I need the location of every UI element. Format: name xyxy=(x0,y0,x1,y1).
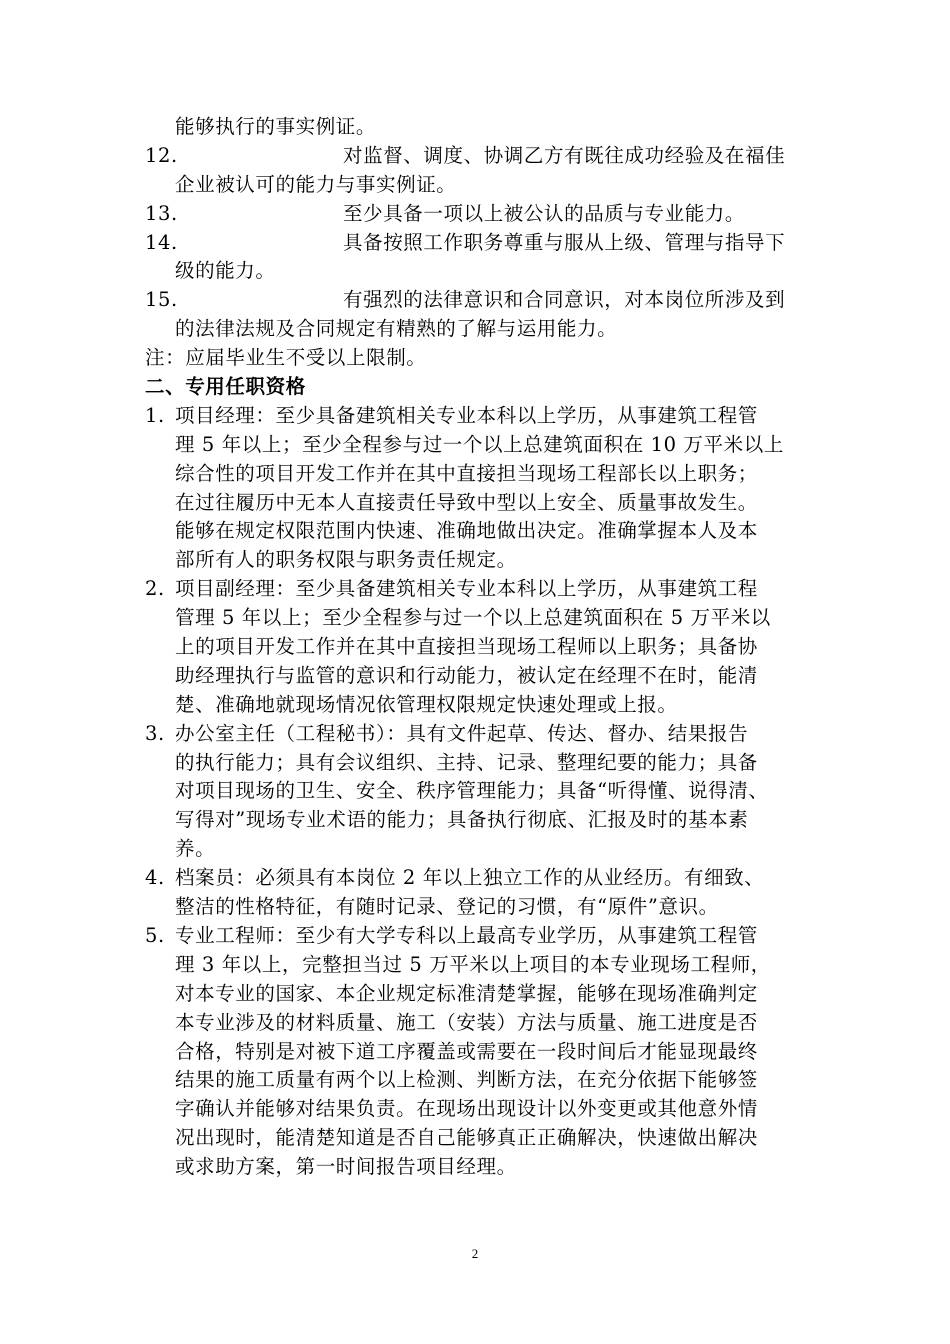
list-continuation xyxy=(145,980,845,1009)
list-continuation xyxy=(145,835,845,864)
list-continuation xyxy=(145,1153,845,1182)
list-continuation xyxy=(145,517,845,546)
continued-text: 能够执行的事实例证。 xyxy=(175,115,377,138)
list-text: 的执行能力；具有会议组织、主持、记录、整理纪要的能力；具备 xyxy=(175,750,758,774)
item-number: 12. xyxy=(145,143,178,167)
list-text: 字确认并能够对结果负责。在现场出现设计以外变更或其他意外情 xyxy=(175,1097,758,1121)
list-text: 本专业涉及的材料质量、施工（安装）方法与质量、施工进度是否 xyxy=(175,1010,758,1034)
note-line xyxy=(145,344,845,373)
list-continuation xyxy=(145,806,845,835)
list-text: 档案员：必须具有本岗位 2 年以上独立工作的从业经历。有细致、 xyxy=(175,866,765,890)
note-text: 注：应届毕业生不受以上限制。 xyxy=(145,346,427,370)
list-continuation xyxy=(145,893,845,922)
list-text: 在过往履历中无本人直接责任导致中型以上安全、质量事故发生。 xyxy=(175,490,758,514)
list-text: 楚、准确地就现场情况依管理权限规定快速处理或上报。 xyxy=(175,692,678,716)
list-text: 管理 5 年以上；至少全程参与过一个以上总建筑面积在 5 万平米以 xyxy=(175,606,771,630)
item-text: 对监督、调度、协调乙方有既往成功经验及在福佳 xyxy=(343,143,786,167)
page-number: 2 xyxy=(471,1246,479,1261)
list-text: 理 3 年以上，完整担当过 5 万平米以上项目的本专业现场工程师， xyxy=(175,952,771,976)
list-text: 结果的施工质量有两个以上检测、判断方法，在充分依据下能够签 xyxy=(175,1068,758,1092)
section-heading xyxy=(145,373,845,402)
list-continuation xyxy=(145,604,845,633)
list-continuation xyxy=(145,633,845,662)
list-number: 5. xyxy=(145,923,165,947)
item-text: 级的能力。 xyxy=(175,259,276,283)
list-item-5 xyxy=(145,922,845,951)
numbered-item-14 xyxy=(145,229,845,258)
list-text: 对项目现场的卫生、安全、秩序管理能力；具备“听得懂、说得清、 xyxy=(175,779,769,803)
item-text: 有强烈的法律意识和合同意识，对本岗位所涉及到 xyxy=(343,288,786,312)
list-continuation xyxy=(145,489,845,518)
list-continuation xyxy=(145,1095,845,1124)
numbered-item-12 xyxy=(145,142,845,171)
list-text: 或求助方案，第一时间报告项目经理。 xyxy=(175,1155,517,1179)
list-continuation xyxy=(145,951,845,980)
list-text: 助经理执行与监管的意识和行动能力，被认定在经理不在时，能清 xyxy=(175,663,758,687)
list-continuation xyxy=(145,691,845,720)
item-text: 企业被认可的能力与事实例证。 xyxy=(175,172,457,196)
item-text: 具备按照工作职务尊重与服从上级、管理与指导下 xyxy=(343,230,786,254)
list-text: 养。 xyxy=(175,837,216,861)
list-item-2 xyxy=(145,575,845,604)
item-continuation xyxy=(145,257,845,286)
list-text: 理 5 年以上；至少全程参与过一个以上总建筑面积在 10 万平米以上 xyxy=(175,432,784,456)
list-number: 3. xyxy=(145,721,165,745)
list-item-4 xyxy=(145,864,845,893)
list-number: 1. xyxy=(145,403,165,427)
list-text: 上的项目开发工作并在其中直接担当现场工程师以上职务；具备协 xyxy=(175,635,758,659)
list-continuation xyxy=(145,662,845,691)
list-continuation xyxy=(145,1124,845,1153)
list-continuation xyxy=(145,1038,845,1067)
list-continuation xyxy=(145,460,845,489)
list-text: 办公室主任（工程秘书）：具有文件起草、传达、督办、结果报告 xyxy=(175,721,749,745)
list-text: 能够在规定权限范围内快速、准确地做出决定。准确掌握本人及本 xyxy=(175,519,758,543)
list-continuation xyxy=(145,1066,845,1095)
list-text: 整洁的性格特征，有随时记录、登记的习惯，有“原件”意识。 xyxy=(175,895,719,919)
item-number: 14. xyxy=(145,230,178,254)
list-continuation xyxy=(145,749,845,778)
list-number: 2. xyxy=(145,577,165,601)
list-text: 综合性的项目开发工作并在其中直接担当现场工程部长以上职务； xyxy=(175,461,758,485)
item-continuation xyxy=(145,315,845,344)
numbered-item-15 xyxy=(145,286,845,315)
list-continuation xyxy=(145,546,845,575)
list-text: 项目经理：至少具备建筑相关专业本科以上学历，从事建筑工程管 xyxy=(175,403,758,427)
item-number: 15. xyxy=(145,288,178,312)
page-body xyxy=(145,113,845,1182)
list-item-1 xyxy=(145,402,845,431)
list-number: 4. xyxy=(145,866,165,890)
item-number: 13. xyxy=(145,201,178,225)
list-text: 部所有人的职务权限与职务责任规定。 xyxy=(175,548,517,572)
list-text: 况出现时，能清楚知道是否自己能够真正正确解决，快速做出解决 xyxy=(175,1126,758,1150)
list-item-3 xyxy=(145,720,845,749)
list-text: 项目副经理：至少具备建筑相关专业本科以上学历，从事建筑工程 xyxy=(175,577,758,601)
continued-line xyxy=(145,113,845,142)
list-continuation xyxy=(145,431,845,460)
list-continuation xyxy=(145,777,845,806)
numbered-item-13 xyxy=(145,200,845,229)
list-continuation xyxy=(145,1009,845,1038)
item-text: 至少具备一项以上被公认的品质与专业能力。 xyxy=(343,201,746,225)
list-text: 对本专业的国家、本企业规定标准清楚掌握，能够在现场准确判定 xyxy=(175,981,758,1005)
list-text: 合格，特别是对被下道工序覆盖或需要在一段时间后才能显现最终 xyxy=(175,1039,758,1063)
item-continuation xyxy=(145,171,845,200)
heading-text: 二、专用任职资格 xyxy=(145,375,306,399)
item-text: 的法律法规及合同规定有精熟的了解与运用能力。 xyxy=(175,317,618,341)
list-text: 写得对”现场专业术语的能力；具备执行彻底、汇报及时的基本素 xyxy=(175,808,749,832)
list-text: 专业工程师：至少有大学专科以上最高专业学历，从事建筑工程管 xyxy=(175,923,758,947)
